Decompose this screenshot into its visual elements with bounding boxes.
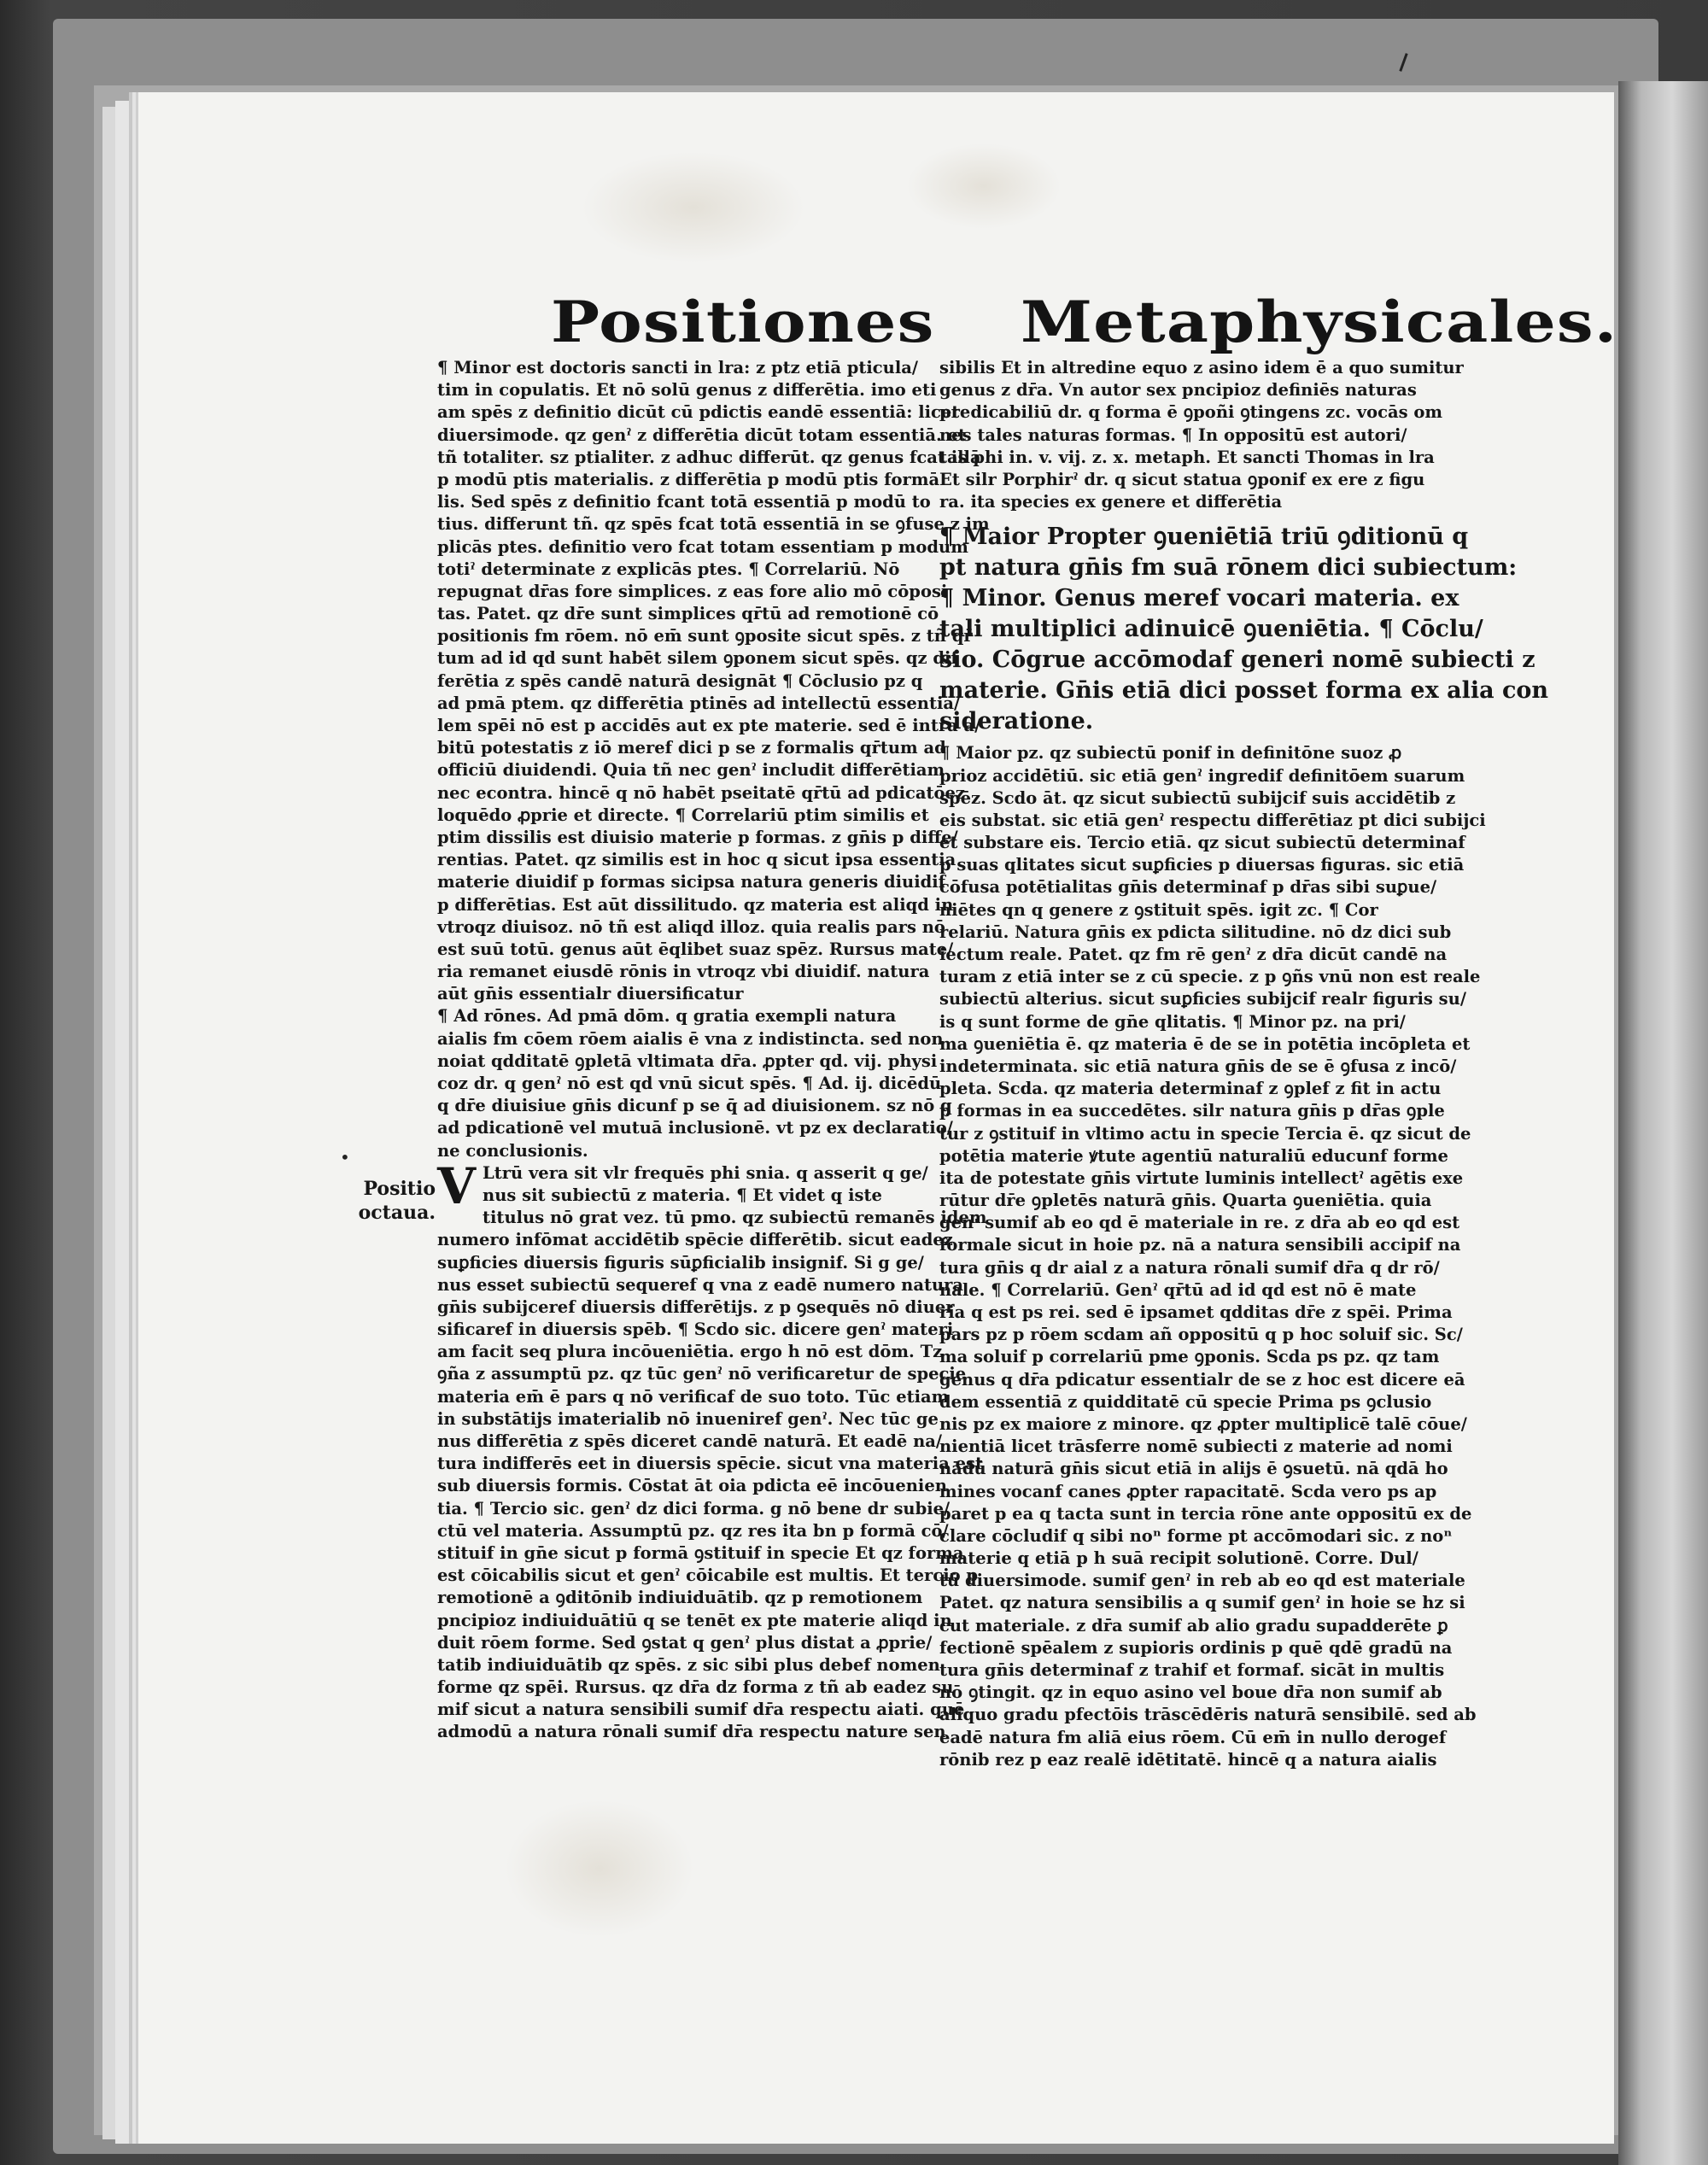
text-line: tura gn̄is determinaf z trahif et formaf. sicāt in multis — [939, 1660, 1445, 1680]
text-line: tim in copulatis. Et nō solū genus z differētia. imo eti — [437, 380, 937, 401]
text-line: tali multiplici adinuicē ꝯueniētia. ¶ Cōclu/ — [939, 616, 1483, 643]
text-line: nec econtra. hincē q nō habēt pseitatē qr̄tū ad pdicatōez — [437, 782, 965, 803]
text-line: tñ totaliter. sz ptialiter. z adhuc differūt. qz genus fcat illā — [437, 447, 981, 467]
text-line: ma soluif p correlariū pme ꝯponis. Scda ps pz. qz tam — [939, 1347, 1440, 1367]
text-line: officiū diuidendi. Quia tñ nec genˀ includit differētiam — [437, 760, 945, 781]
text-line: ria remanet eiusdē rōnis in vtroqz vbi diuidif. natura — [437, 962, 930, 982]
text-line: mif sicut a natura sensibili sumif dr̄a respectu aiati. quē — [437, 1700, 965, 1720]
text-line: aialis fm cōem rōem aialis ē vna z indistincta. sed non — [437, 1028, 944, 1049]
text-line: tum ad id qd sunt habēt silem ꝯponem sicut spēs. qz dif — [437, 648, 958, 669]
text-line: indeterminata. sic etiā natura gn̄is de se ē ꝯfusa z incō/ — [939, 1056, 1457, 1076]
text-line: eadē natura fm aliā eius rōem. Cū em̄ in nullo derogef — [939, 1727, 1447, 1747]
text-line: spēz. Scdo āt. qz sicut subiectū subijcif suis accidētib z — [939, 787, 1456, 808]
text-line: pncipioz indiuiduātiū q se tenēt ex pte materie aliqd in — [437, 1610, 952, 1630]
text-line: p differētias. Est aūt dissilitudo. qz materia est aliqd in — [437, 894, 954, 915]
text-line: tia. ¶ Tercio sic. genˀ dz dici forma. g nō bene dr subie/ — [437, 1498, 951, 1518]
text-line: clare cōcludif q sibi noⁿ forme pt accōmodari sic. z noⁿ — [939, 1525, 1453, 1546]
text-line: mines vocanf canes ꝓpter rapacitatē. Scda vero ps ap — [939, 1481, 1437, 1501]
text-line: is q sunt forme de gn̄e qlitatis. ¶ Minor pz. na pri/ — [939, 1011, 1406, 1032]
next-page-edge — [1618, 81, 1708, 2165]
text-line: iectum reale. Patet. qz fm rē genˀ z dr̄a dicūt candē na — [939, 945, 1448, 964]
text-line: ꝯña z assumptū pz. qz tūc genˀ nō verificaretur de specie — [437, 1364, 967, 1384]
text-line: nis pz ex maiore z minore. qz ꝓpter multiplicē talē cōue/ — [939, 1413, 1467, 1434]
text-line: lis. Sed spēs z definitio fcant totā essentiā p modū to — [437, 492, 931, 512]
stain — [582, 152, 804, 263]
text-line: Patet. qz natura sensibilis a q sumif genˀ in hoie se hz si — [939, 1593, 1465, 1613]
text-line: ¶ Minor est doctoris sancti in lra: z ptz etiā pticula/ — [437, 358, 919, 377]
text-line: noiat qdditatē ꝯpletā vltimata dr̄a. ꝓpter qd. vij. physi — [437, 1050, 938, 1071]
text-line: materie q etiā p h suā recipit solutionē. Corre. Dul/ — [939, 1548, 1418, 1569]
text-line: aūt gn̄is essentialr diuersificatur — [437, 984, 744, 1004]
text-line: ita de potestate gn̄is virtute luminis intellectˀ agētis exe — [939, 1167, 1464, 1188]
running-header-left: Positiones — [551, 289, 935, 355]
text-line: materie. Gn̄is etiā dici posset forma ex alia con — [939, 677, 1549, 705]
text-line: forme qz spēi. Rursus. qz dr̄a dz forma z tñ ab eadez su — [437, 1677, 954, 1698]
text-line: rūtur dr̄e ꝯpletēs naturā gn̄is. Quarta ꝯueniētia. quia — [939, 1191, 1432, 1211]
text-line: sificaref in diuersis spēb. ¶ Scdo sic. dicere genˀ materi — [437, 1319, 954, 1340]
text-line: tura indifferēs eet in diuersis spēcie. sicut vna materia est — [437, 1454, 984, 1474]
text-line: ptim dissilis est diuisio materie p formas. z gn̄is p diffe/ — [437, 827, 958, 847]
text-line: pars pz p rōem scdam añ oppositū q p hoc soluif sic. Sc/ — [939, 1325, 1463, 1345]
stain — [907, 143, 1061, 229]
text-line: ad pmā ptem. qz differētia ptinēs ad intellectū essentia/ — [437, 693, 961, 713]
text-line: pt natura gn̄is fm suā rōnem dici subiectum: — [939, 554, 1518, 582]
text-line: diuersimode. qz genˀ z differētia dicūt totam essentiā. et — [437, 424, 966, 445]
text-line: dem essentiā z quidditatē cū specie Prima ps ꝯclusio — [939, 1391, 1432, 1412]
text-line: sideratione. — [939, 708, 1094, 735]
text-line: rōnib rez p eaz realē idētitatē. hincē q a natura aialis — [939, 1749, 1437, 1770]
text-line: prioz accidētiū. sic etiā genˀ ingredif definitōem suarum — [939, 765, 1465, 786]
text-line: est cōicabilis sicut et genˀ cōicabile est multis. Et tercio p — [437, 1565, 979, 1586]
text-line: formale sicut in hoie pz. nā a natura sensibili accipif na — [939, 1235, 1461, 1255]
text-line: titulus nō grat vez. tū pmo. qz subiectū remanēs idem — [483, 1208, 987, 1228]
text-line: bitū potestatis z iō meref dici p se z formalis qr̄tum ad — [437, 738, 946, 758]
text-line: admodū a natura rōnali sumif dr̄a respectu nature sen — [437, 1722, 946, 1742]
text-line: sibilis Et in altredine equo z asino idem ē a quo sumitur — [939, 358, 1464, 377]
text-line: q dr̄e diuisiue gn̄is dicunf p se q̄ ad diuisionem. sz nō q — [437, 1096, 952, 1116]
drop-cap: V — [437, 1156, 477, 1215]
text-line: tura gn̄is q dr aial z a natura rōnali sumif dr̄a q dr rō/ — [939, 1257, 1440, 1278]
text-line: repugnat dr̄as fore simplices. z eas fore alio mō cōposi — [437, 581, 948, 601]
text-line: nus sit subiectū z materia. ¶ Et videt q iste — [483, 1185, 882, 1205]
text-line: fectionē spēalem z supioris ordinis p quē qdē gradū na — [939, 1637, 1453, 1658]
text-line: Et silr Porphirˀ dr. q sicut statua ꝯponif ex ere z figu — [939, 469, 1425, 489]
margin-bullet: • — [340, 1147, 350, 1167]
text-line: genˀ sumif ab eo qd ē materiale in re. z dr̄a ab eo qd est — [939, 1213, 1460, 1233]
text-line: remotionē a ꝯditōnib indiuiduātib. qz p remotionem — [437, 1588, 923, 1608]
text-line: coz dr. q genˀ nō est qd vnū sicut spēs. ¶ Ad. ij. dicēdū — [437, 1074, 942, 1093]
positio-octaua-paragraph — [437, 1156, 987, 1744]
text-line: cut materiale. z dr̄a sumif ab alio gradu supadderēte ꝑ — [939, 1615, 1448, 1635]
text-line: nes tales naturas formas. ¶ In oppositū est autori/ — [939, 424, 1407, 445]
text-line: nus esset subiectū sequeref q vna z eadē numero natura — [437, 1274, 964, 1295]
text-line: relariū. Natura gn̄is ex pdicta silitudine. nō dz dici sub — [939, 922, 1452, 942]
margin-note — [357, 1177, 436, 1225]
text-line: stituif in gn̄e sicut p formā ꝯstituif in specie Et qz forma — [437, 1542, 964, 1563]
text-line: in substātijs imaterialib nō inueniref genˀ. Nec tūc ge — [437, 1408, 939, 1429]
text-line: et substare eis. Tercio etiā. qz sicut subiectū determinaf — [939, 833, 1465, 853]
text-line: nō ꝯtingit. qz in equo asino vel boue dr̄a non sumif ab — [939, 1682, 1442, 1703]
text-line: predicabiliū dr. q forma ē ꝯpoñi ꝯtingens zc. vocās om — [939, 402, 1442, 423]
text-line: genus q dr̄a pdicatur essentialr de se z hoc est dicere eā — [939, 1369, 1465, 1390]
text-line: est suū totū. genus aūt ēqlibet suaz spēz. Rursus mate/ — [437, 939, 954, 959]
text-line: p suas qlitates sicut suꝑficies p diuersas figuras. sic etiā — [939, 855, 1465, 875]
text-line: tū diuersimode. sumif genˀ in reb ab eo qd est materiale — [939, 1571, 1465, 1591]
text-line: positionis fm rōem. nō em̄ sunt ꝯposite sicut spēs. z tñ qr̄ — [437, 626, 973, 647]
text-line: tas phi in. v. vij. z. x. metaph. Et sancti Thomas in lra — [939, 447, 1435, 467]
text-line: nale. ¶ Correlariū. Genˀ qr̄tū ad id qd est nō ē mate — [939, 1279, 1417, 1300]
text-line: sub diuersis formis. Cōstat āt oia pdicta eē incōuenien — [437, 1476, 947, 1496]
text-line: p formas in ea succedētes. silr natura gn̄is p dr̄as ꝯple — [939, 1101, 1445, 1121]
text-line: Ltrū vera sit vlr frequēs phi snia. q asserit q ge/ — [483, 1162, 928, 1183]
text-line: ¶ Maior pz. qz subiectū ponif in definitōne suoz ꝓ — [939, 743, 1402, 764]
text-line: ria q est ps rei. sed ē ipsamet qdditas dr̄e z spēi. Prima — [939, 1302, 1453, 1322]
text-line: subiectū alterius. sicut suꝑficies subijcif realr figuris su/ — [939, 989, 1466, 1009]
stain — [506, 1800, 693, 1937]
text-line: ra. ita species ex genere et differētia — [939, 492, 1283, 512]
text-line: tas. Patet. qz dr̄e sunt simplices qr̄tū ad remotionē cō — [437, 604, 939, 624]
text-line: ¶ Maior Propter ꝯueniētiā triū ꝯditionū q — [939, 524, 1469, 551]
margin-note-line: Positio — [363, 1178, 436, 1200]
text-line: am spēs z definitio dicūt cū pdictis eandē essentiā: licet — [437, 402, 960, 423]
text-line: ¶ Minor. Genus meref vocari materia. ex — [939, 585, 1459, 612]
text-line: cōfusa potētialitas gn̄is determinaf p dr̄as sibi suꝑue/ — [939, 877, 1437, 898]
text-line: vtroqz diuisoz. nō tñ est aliqd illoz. quia realis pars nō — [437, 916, 945, 937]
text-line: am facit seq plura incōueniētia. ergo h nō est dōm. Tz — [437, 1342, 943, 1362]
text-line: ma ꝯueniētia ē. qz materia ē de se in potētia incōpleta et — [939, 1033, 1471, 1054]
text-line: nus differētia z spēs diceret candē naturā. Et eadē na/ — [437, 1431, 943, 1451]
margin-note-line: octaua. — [358, 1202, 436, 1224]
text-line: rentias. Patet. qz similis est in hoc q sicut ipsa essentia — [437, 850, 956, 870]
text-line: nientiā licet trāsferre nomē subiecti z materie ad nomi — [939, 1437, 1453, 1457]
text-line: turam z etiā inter se z cū specie. z p ꝯñs vnū non est reale — [939, 967, 1481, 987]
text-line: pleta. Scda. qz materia determinaf z ꝯplef z fit in actu — [939, 1079, 1442, 1099]
text-line: ne conclusionis. — [437, 1140, 588, 1161]
text-line: materia em̄ ē pars q nō verificaf de suo toto. Tūc etiam — [437, 1386, 950, 1407]
left-column — [437, 357, 990, 1744]
text-line: potētia materie ꝟtute agentiū naturaliū educunf forme — [939, 1145, 1448, 1166]
text-line: gn̄is subijceref diuersis differētijs. z p ꝯsequēs nō diuer — [437, 1296, 955, 1317]
text-line: suꝑficies diuersis figuris sūꝑficialib insignif. Si g ge/ — [437, 1252, 924, 1273]
text-line: paret p ea q tacta sunt in tercia rōne ante oppositū ex de — [939, 1503, 1472, 1524]
text-line: genus z dr̄a. Vn autor sex pncipioz definiēs naturas — [939, 380, 1417, 401]
text-line: p modū ptis materialis. z differētia p modū ptis formā — [437, 469, 940, 489]
text-line: duit rōem forme. Sed ꝯstat q genˀ plus distat a ꝓprie/ — [437, 1632, 933, 1653]
text-line: tur z ꝯstituif in vltimo actu in specie Tercia ē. qz sicut de — [939, 1123, 1471, 1144]
text-line: ad pdicationē vel mutuā inclusionē. vt pz ex declaratio/ — [437, 1118, 953, 1138]
text-line: niētes qn q genere z ꝯstituit spēs. igit zc. ¶ Cor — [939, 899, 1378, 920]
text-line: sio. Cōgrue accōmodaf generi nomē subiecti z — [939, 647, 1535, 674]
text-line: loquēdo ꝓprie et directe. ¶ Correlariū ptim similis et — [437, 805, 929, 825]
text-line: ¶ Ad rōnes. Ad pmā dōm. q gratia exempli natura — [437, 1006, 897, 1027]
text-line: lem spēi nō est p accidēs aut ex pte materie. sed ē intra a/ — [437, 716, 981, 735]
text-line: ctū vel materia. Assumptū pz. qz res ita bn p formā cō/ — [437, 1520, 949, 1541]
text-line: plicās ptes. definitio vero fcat totam essentiam p modum — [437, 536, 968, 557]
text-line: tatib indiuiduātib qz spēs. z sic sibi plus debef nomen — [437, 1654, 940, 1675]
right-column — [939, 357, 1549, 1771]
text-line: materie diuidif p formas sicipsa natura generis diuidif — [437, 872, 946, 892]
text-line: tius. differunt tñ. qz spēs fcat totā essentiā in se ꝯfuse z im — [437, 514, 990, 535]
text-line: aliquo gradu pfectōis trāscēdēris naturā sensibilē. sed ab — [939, 1705, 1477, 1725]
text-line: numero infōmat accidētib spēcie differētib. sicut eadez — [437, 1230, 953, 1250]
text-line: totiˀ determinate z explicās ptes. ¶ Correlariū. Nō — [437, 559, 900, 579]
running-header-right: Metaphysicales. — [1021, 289, 1618, 355]
text-line: ferētia z spēs candē naturā designāt ¶ Cōclusio pz q — [437, 670, 923, 691]
text-line: eis substat. sic etiā genˀ respectu differētiaz pt dici subijci — [939, 810, 1486, 830]
text-line: nādū naturā gn̄is sicut etiā in alijs ē ꝯsuetū. nā qdā ho — [939, 1459, 1448, 1479]
